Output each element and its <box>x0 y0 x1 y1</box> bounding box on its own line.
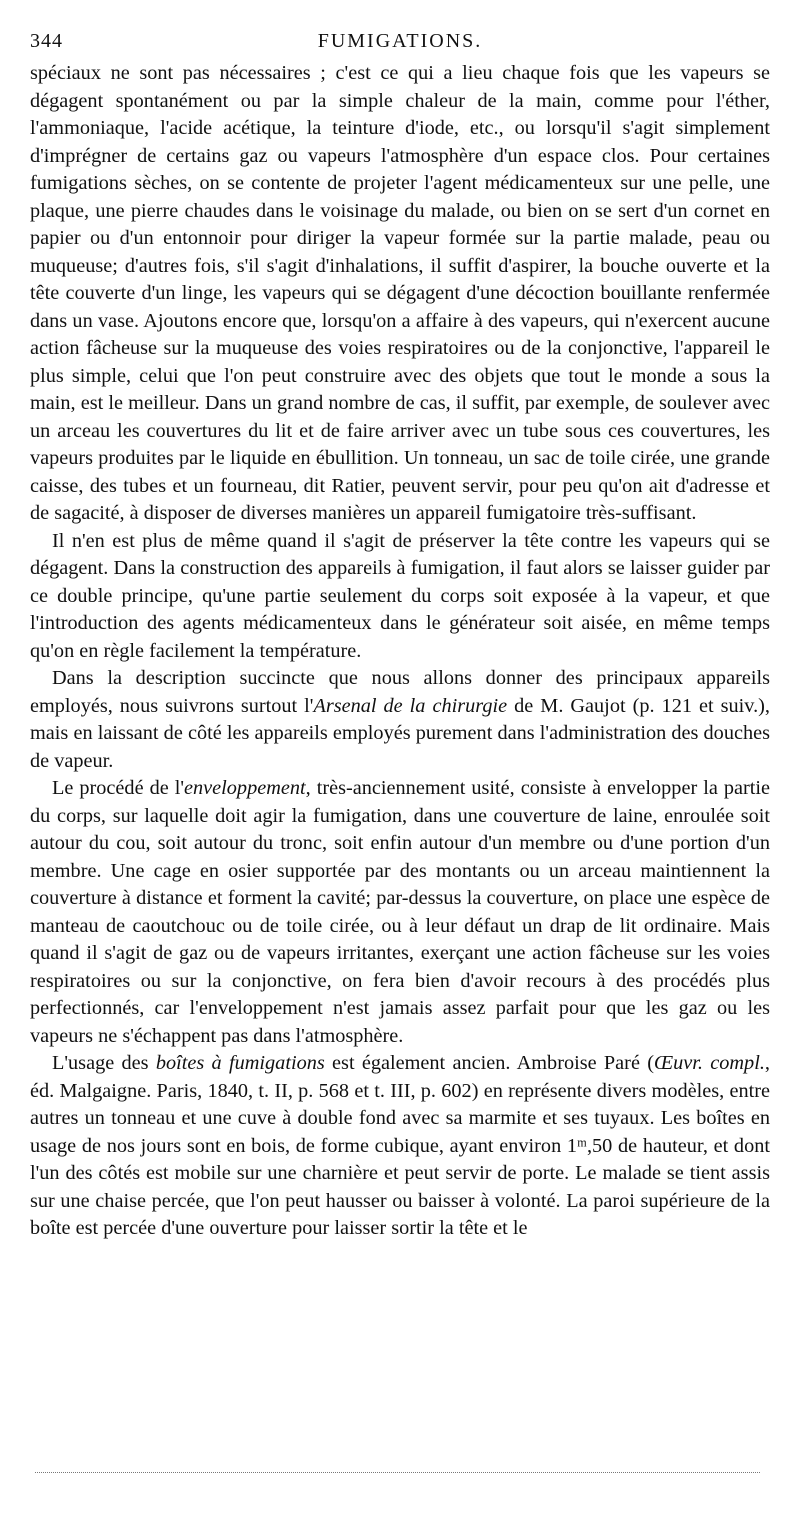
paragraph <box>30 1050 770 1243</box>
text-run: Il n'en est plus de même quand il s'agit de préserver la tête contre les vapeurs qui se dégagent. Dans la construction des appareils à fumigation, il faut alors se laisser guider par ce double principe, qu'une partie seulement du corps soit exposée à la vapeur, et que l'introduction des agents médicamenteux dans le générateur soit aisée, en même temps qu'on en règle facilement la température. <box>30 529 770 662</box>
body-text <box>30 60 770 1243</box>
italic-text-run: enveloppement <box>184 777 306 799</box>
footer-rule <box>35 1472 760 1473</box>
page-header <box>30 30 770 60</box>
italic-text-run: boîtes à fumigations <box>155 1052 325 1074</box>
text-run: , éd. Malgaigne. Paris, 1840, t. II, p. 568 et t. III, p. 602) en représente divers modèles, entre autres un tonneau et une cuve à double fond avec sa marmite et ses tuyaux. Les boîtes en usage de nos jours sont en bois, de forme cubique, ayant environ 1ᵐ,50 de hauteur, et dont l'un des côtés est mobile sur une charnière et peut servir de porte. Le malade se tient assis sur une chaise percée, que l'on peut hausser ou baisser à volonté. La paroi supérieure de la boîte est percée d'une ouverture pour laisser sortir la tête et le <box>30 1052 770 1239</box>
paragraph <box>30 60 770 528</box>
text-run: Dans la description succincte que nous allons donner des principaux appareils employés, nous suivrons surtout l' <box>30 667 770 717</box>
text-run: Le procédé de l' <box>52 777 185 799</box>
text-run: est également ancien. Ambroise Paré ( <box>324 1052 654 1074</box>
document-page <box>30 30 770 1243</box>
paragraph <box>30 665 770 775</box>
text-run: spéciaux ne sont pas nécessaires ; c'est ce qui a lieu chaque fois que les vapeurs se dégagent spontanément ou par la simple chaleur de la main, comme pour l'éther, l'ammoniaque, l'acide acétique, la teinture d'iode, etc., ou lorsqu'il s'agit simplement d'imprégner de certains gaz ou vapeurs l'atmosphère d'un espace clos. Pour certaines fumigations sèches, on se contente de projeter l'agent médicamenteux sur une pelle, une plaque, une pierre chaudes dans le voisinage du malade, ou bien on se sert d'un cornet en papier ou d'un entonnoir pour diriger la vapeur formée sur la partie malade, peau ou muqueuse; d'autres fois, s'il s'agit d'inhalations, il suffit d'aspirer, la bouche ouverte et la tête couverte d'un linge, les vapeurs qui se dégagent d'une décoction bouillante renfermée dans un vase. Ajoutons encore que, lorsqu'on a affaire à des vapeurs, qui n'exercent aucune action fâcheuse sur la muqueuse des voies respiratoires ou de la conjonctive, l'appareil le plus simple, celui que l'on peut construire avec des objets que tout le monde a sous la main, est le meilleur. Dans un grand nombre de cas, il suffit, par exemple, de soulever avec un arceau les couvertures du lit et de faire arriver avec un tube sous ces couvertures, les vapeurs produites par le liquide en ébullition. Un tonneau, un sac de toile cirée, une grande caisse, des tubes et un fourneau, dit Ratier, peuvent servir, pour peu qu'on ait d'adresse et de sagacité, à disposer de diverses manières un appareil fumigatoire très-suffisant. <box>30 62 770 524</box>
text-run: , très-anciennement usité, consiste à envelopper la partie du corps, sur laquelle doit agir la fumigation, dans une couverture de laine, enroulée soit autour du cou, soit autour du tronc, soit enfin autour d'un membre ou d'une portion d'un membre. Une cage en osier supportée par des montants ou un arceau maintiennent la couverture à distance et forment la cavité; par-dessus la couverture, on place une espèce de manteau de caoutchouc ou de toile cirée, ou à leur défaut un drap de lit ordinaire. Mais quand il s'agit de gaz ou de vapeurs irritantes, exerçant une action fâcheuse sur les voies respiratoires ou sur la conjonctive, on fera bien d'avoir recours à des procédés plus perfectionnés, car l'enveloppement n'est jamais assez parfait pour que les gaz ou les vapeurs ne s'échappent pas dans l'atmosphère. <box>30 777 770 1047</box>
text-run: de M. Gaujot (p. 121 et suiv.), mais en laissant de côté les appareils employés purement dans l'administration des douches de vapeur. <box>30 694 770 772</box>
paragraph <box>30 528 770 666</box>
italic-text-run: Arsenal de la chirurgie <box>313 694 508 717</box>
italic-text-run: Œuvr. compl. <box>653 1052 765 1074</box>
page-number: 344 <box>30 30 63 52</box>
running-title: FUMIGATIONS. <box>317 30 483 52</box>
text-run: L'usage des <box>52 1052 156 1074</box>
paragraph <box>30 775 770 1050</box>
